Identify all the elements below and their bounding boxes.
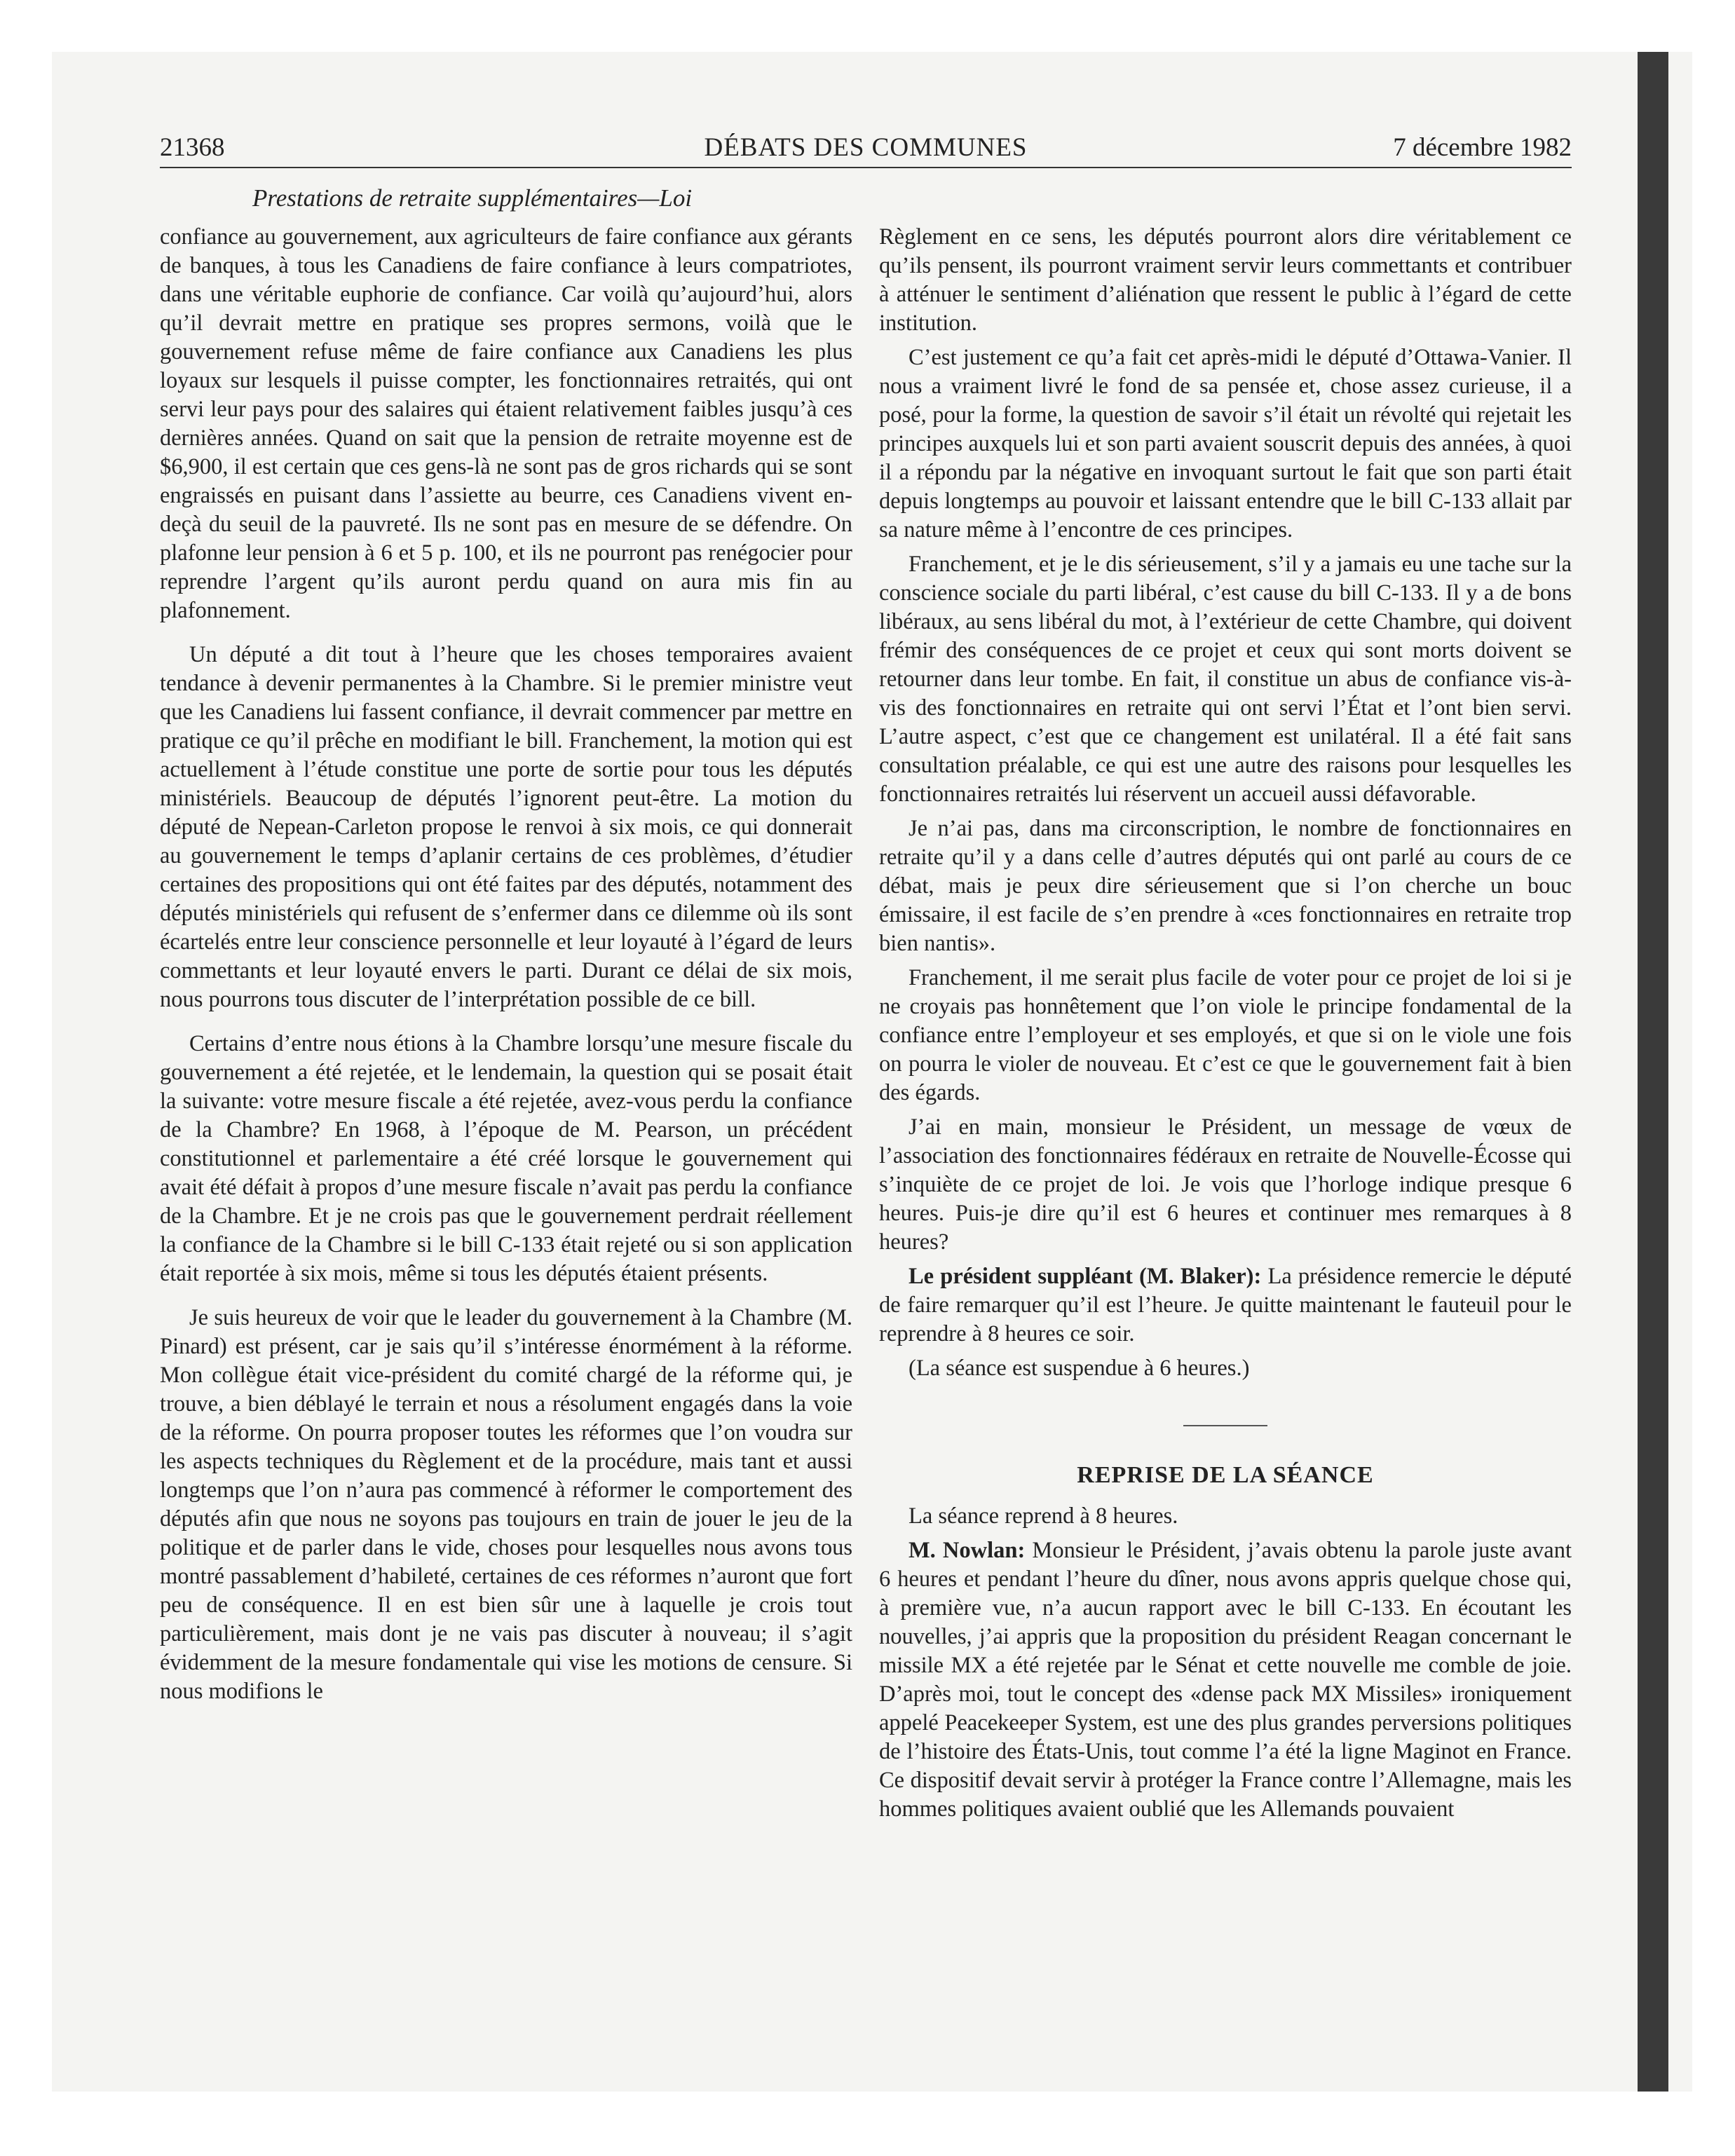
paragraph: Règlement en ce sens, les députés pourront alors dire véritablement ce qu’ils pensent, ils pourront vraiment servir leurs commettants et contribuer à atténuer le sentiment d’aliénation que ressent le public à l’égard de cette institution. xyxy=(879,224,1572,336)
paragraph: J’ai en main, monsieur le Président, un message de vœux de l’association des fonctionnaires fédéraux en retraite de Nouvelle-Écosse qui s’inquiète de ce projet de loi. Je vois que l’horloge indique presque 6 heures. Puis-je dire qu’il est 6 heures et continuer mes remarques à 8 heures? xyxy=(879,1114,1572,1255)
paragraph: Franchement, il me serait plus facile de voter pour ce projet de loi si je ne croyais pas honnêtement que l’on viole le principe fondamental de la confiance entre l’employeur et ses employés, et que si on le viole une fois on pourra le violer de nouveau. Et c’est ce que le gouvernement fait à bien des égards. xyxy=(879,965,1572,1105)
issue-date: 7 décembre 1982 xyxy=(1393,133,1572,162)
paragraph: Certains d’entre nous étions à la Chambre lorsqu’une mesure fiscale du gouvernement a été rejetée, et le lendemain, la question qui se posait était la suivante: votre mesure fiscale a été rejetée, avez-vous perdu la confiance de la Chambre? En 1968, à l’époque de M. Pearson, un précédent constitutionnel et parlementaire a été créé lorsque le gouvernement qui avait été défait à propos d’une mesure fiscale n’avait pas perdu la confiance de la Chambre. Et je ne crois pas que le gouvernement perdrait réellement la confiance de la Chambre si le bill C-133 était rejeté ou si son application était reportée à six mois, même si tous les députés étaient présents. xyxy=(160,1031,852,1286)
section-heading: REPRISE DE LA SÉANCE xyxy=(1077,1462,1374,1488)
speech-text: La présidence remercie le député de faire remarquer qu’il est l’heure. Je quitte maintenant le fauteuil pour le reprendre à 8 heures ce soir. xyxy=(879,1264,1572,1346)
speaker-paragraph xyxy=(879,1262,1572,1349)
speaker-name: M. Nowlan: xyxy=(909,1538,1026,1563)
paragraph: C’est justement ce qu’a fait cet après-midi le député d’Ottawa-Vanier. Il nous a vraiment livré le fond de sa pensée et, chose assez curieuse, il a posé, pour la forme, la question de savoir s’il était un révolté qui rejetait les principes auxquels lui et son parti avaient souscrit depuis des années, à quoi il a répondu par la négative en invoquant surtout le fait que son parti était depuis longtemps au pouvoir et laissant entendre que le bill C-133 allait par sa nature même à l’encontre de ces principes. xyxy=(879,345,1572,543)
page-number: 21368 xyxy=(160,133,225,162)
header-rule xyxy=(160,167,1572,168)
scan-edge-shadow xyxy=(1638,52,1668,2092)
speaker-paragraph xyxy=(879,1536,1572,1824)
procedural-note: La séance reprend à 8 heures. xyxy=(909,1503,1178,1529)
speaker-name: Le président suppléant (M. Blaker): xyxy=(909,1264,1262,1289)
paragraph: Un député a dit tout à l’heure que les choses temporaires avaient tendance à devenir permanentes à la Chambre. Si le premier ministre veut que les Canadiens lui fassent confiance, il devrait commencer par mettre en pratique ce qu’il prêche en modifiant le bill. Franchement, la motion qui est actuellement à l’étude constitue une porte de sortie pour tous les députés ministériels. Beaucoup de députés l’ignorent peut-être. La motion du député de Nepean-Carleton propose le renvoi à six mois, ce qui donnerait au gouvernement le temps d’aplanir certains de ces problèmes, d’étudier certaines des propositions qui ont été faites par des députés, notamment des députés ministériels qui refusent de s’enfermer dans ce dilemme où ils sont écartelés entre leur conscience personnelle et leur loyauté à l’égard de leurs commettants et leur loyauté envers le parti. Durant ce délai de six mois, nous pourrons tous discuter de l’interprétation possible de ce bill. xyxy=(160,642,852,1012)
right-column xyxy=(879,223,1572,1824)
paragraph: Je n’ai pas, dans ma circonscription, le nombre de fonctionnaires en retraite qu’il y a dans celle d’autres députés qui ont parlé au cours de ce débat, mais je peux dire sérieusement que si l’on cherche un bouc émissaire, il est facile de s’en prendre à «ces fonctionnaires en retraite trop bien nantis». xyxy=(879,816,1572,956)
section-divider xyxy=(1183,1425,1267,1426)
left-column xyxy=(160,223,852,1706)
paragraph: confiance au gouvernement, aux agriculteurs de faire confiance aux gérants de banques, à tous les Canadiens de faire confiance à leurs compatriotes, dans une véritable euphorie de confiance. Car voilà qu’aujourd’hui, alors qu’il devrait mettre en pratique ses propres sermons, voilà que le gouvernement refuse même de faire confiance aux Canadiens les plus loyaux sur lesquels il puisse compter, les fonctionnaires retraités, qui ont servi leur pays pour des salaires qui étaient relativement faibles jusqu’à ces dernières années. Quand on sait que la pension de retraite moyenne est de $6,900, il est certain que ces gens-là ne sont pas de gros richards qui se sont engraissés en puisant dans l’assiette au beurre, ces Canadiens vivent en-deçà du seuil de la pauvreté. Ils ne sont pas en mesure de se défendre. On plafonne leur pension à 6 et 5 p. 100, et ils ne pourront pas renégocier pour reprendre l’argent qu’ils auront perdu quand on aura mis fin au plafonnement. xyxy=(160,224,852,623)
paragraph: Je suis heureux de voir que le leader du gouvernement à la Chambre (M. Pinard) est présent, car je sais qu’il s’intéresse énormément à la réforme. Mon collègue était vice-président du comité chargé de la réforme qui, je trouve, a bien déblayé le terrain et nous a résolument engagés dans la voie de la réforme. On pourra proposer toutes les réformes que l’on voudra sur les aspects techniques du Règlement et de la procédure, mais tant et aussi longtemps que l’on n’aura pas commencé à réformer le comportement des députés afin que nous ne soyons pas toujours en train de jouer le jeu de la politique et de parler dans le vide, choses pour lesquelles nous avons tous montré passablement d’habileté, certaines de ces réformes n’auront que fort peu de conséquence. Il en est bien sûr une à laquelle je crois tout particulièrement, mais dont je ne vais pas discuter à nouveau; il s’agit évidemment de la mesure fondamentale qui vise les motions de censure. Si nous modifions le xyxy=(160,1305,852,1704)
running-subtitle: Prestations de retraite supplémentaires—Loi xyxy=(252,184,693,212)
page-header xyxy=(160,129,1572,167)
publication-title: DÉBATS DES COMMUNES xyxy=(704,133,1028,162)
speech-text: Monsieur le Président, j’avais obtenu la parole juste avant 6 heures et pendant l’heure du dîner, nous avons appris quelque chose qui, à première vue, n’a aucun rapport avec le bill C-133. En écoutant les nouvelles, j’ai appris que la proposition du président Reagan concernant le missile MX a été rejetée par le Sénat et cette nouvelle me comble de joie. D’après moi, tout le concept des «dense pack MX Missiles» ironiquement appelé Peacekeeper System, est une des plus grandes perversions politiques de l’histoire des États-Unis, tout comme l’a été la ligne Maginot en France. Ce dispositif devait servir à protéger la France contre l’Allemagne, mais les hommes politiques avaient oublié que les Allemands pouvaient xyxy=(879,1538,1572,1822)
paragraph: Franchement, et je le dis sérieusement, s’il y a jamais eu une tache sur la conscience sociale du parti libéral, c’est cause du bill C-133. Il y a de bons libéraux, au sens libéral du mot, à l’extérieur de cette Chambre, qui doivent frémir des conséquences de ce projet et ceux qui sont morts doivent se retourner dans leur tombe. En fait, il constitue un abus de confiance vis-à-vis des fonctionnaires en retraite qui ont servi l’État et l’ont bien servi. L’autre aspect, c’est que ce changement est unilatéral. Il a été fait sans consultation préalable, ce qui est une autre des raisons pour lesquelles les fonctionnaires retraités lui réservent un accueil aussi défavorable. xyxy=(879,552,1572,807)
procedural-note: (La séance est suspendue à 6 heures.) xyxy=(909,1356,1250,1381)
